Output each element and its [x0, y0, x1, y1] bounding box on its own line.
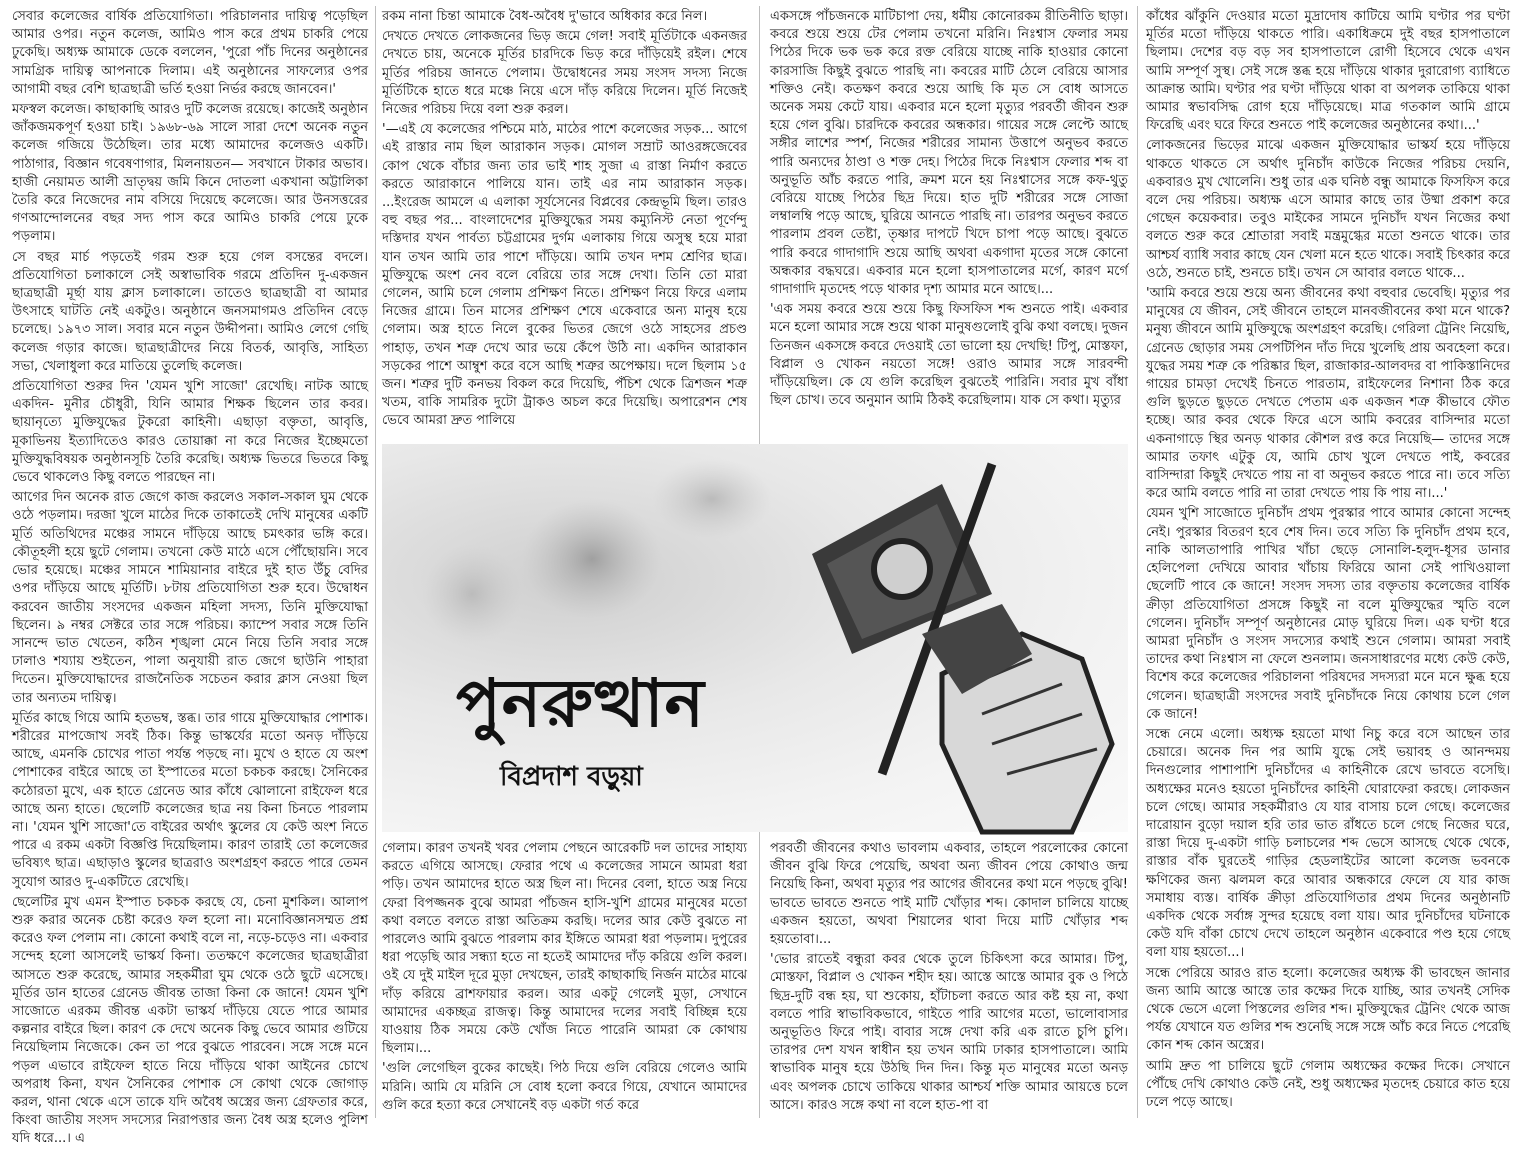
- paragraph: আমি দ্রুত পা চালিয়ে ছুটে গেলাম অধ্যক্ষের কক্ষের দিকে। সেখানে পৌঁছে দেখি কোথাও কেউ নেই, শুধু অধ্যক্ষের মৃতদেহ চেয়ারে কাত হয়ে ঢলে পড়ে আছে।: [1146, 1058, 1510, 1110]
- paragraph: পরবর্তী জীবনের কথাও ভাবলাম একবার, তাহলে পরলোকের কোনো জীবন বুঝি ফিরে পেয়েছি, অথবা অন্য জীবন পেয়ে কোথাও জন্ম নিয়েছি কিনা, অথবা মৃত্যুর পর আগের জীবনের কথা মনে পড়ছে বুঝি! ভাবতে ভাবতে শুনতে পাই মাটি খোঁড়ার শব্দ। কোদাল চালিয়ে যাচ্ছে একজন হয়তো, অথবা শিয়ালের থাবা দিয়ে মাটি খোঁড়ার শব্দ হয়তোবা।...: [770, 841, 1128, 948]
- text-column-2-bottom: [382, 840, 747, 1116]
- paragraph: লোকজনের ভিড়ের মাঝে একজন মুক্তিযোদ্ধার ভাস্কর্য হয়ে দাঁড়িয়ে থাকতে থাকতে সে অর্থাৎ দুনিচাঁদ কাউকে নিজের পরিচয় দেয়নি, একবারও মুখ খোলেনি। শুধু তার এক ঘনিষ্ঠ বন্ধু আমাকে ফিসফিস করে বলে দেয় পরিচয়। অধ্যক্ষ এসে আমার কাছে তার উষ্মা প্রকাশ করে গেছেন কয়েকবার। তবুও মাইকের সামনে দুনিচাঁদ যখন নিজের কথা বলতে শুরু করে শ্রোতারা সবাই মন্ত্রমুগ্ধের মতো শুনতে থাকে। তার আশ্চর্য ব্যাধি সবার কাছে যেন খেলা মনে হতে থাকে। সবাই চিৎকার করে ওঠে, শুনতে চাই, শুনতে চাই। তখন সে আবার বলতে থাকে...: [1146, 138, 1510, 281]
- paragraph: মফস্বল কলেজ। কাছাকাছি আরও দুটি কলেজ রয়েছে। কাজেই অনুষ্ঠান জাঁকজমকপূর্ণ হওয়া চাই। ১৯৬৮-৬৯ সালে সারা দেশে অনেক নতুন কলেজ গজিয়ে উঠেছিল। তার মধ্যে আমাদের কলেজও একটি। পাঠাগার, বিজ্ঞান গবেষণাগার, মিলনায়তন— সবখানে টাকার অভাব। হাজী নেয়ামত আলী ভ্রাতৃদ্বয় জমি কিনে দোতলা একখানা অট্টালিকা তৈরি করে নিজেদের নাম বসিয়ে দিয়েছে কলেজে। আর উনসত্তরের গণআন্দোলনের বছর সদ্য পাস করে আমিও চাকরি পেয়ে ঢুকে পড়লাম।: [12, 102, 368, 245]
- paragraph: কাঁধের ঝাঁকুনি দেওয়ার মতো মুদ্রাদোষ কাটিয়ে আমি ঘণ্টার পর ঘণ্টা মূর্তির মতো দাঁড়িয়ে থাকতে পারি। একাধিক্রমে দুই বছর হাসপাতালে ছিলাম। দেশের বড় বড় সব হাসপাতালে রোগী হিসেবে থেকে এখন আমি সম্পূর্ণ সুস্থ। সেই সঙ্গে স্তব্ধ হয়ে দাঁড়িয়ে থাকার দুরারোগ্য ব্যাধিতে আক্রান্ত আমি। ঘণ্টার পর ঘণ্টা দাঁড়িয়ে থাকা বা অপলক তাকিয়ে থাকা আমার স্বভাবসিদ্ধ রোগ হয়ে দাঁড়িয়েছে। মাত্র গতকাল আমি গ্রামে ফিরেছি এবং ঘরে ফিরে শুনতে পাই কলেজের অনুষ্ঠানের কথা।...': [1146, 9, 1510, 134]
- ink-stain: [652, 459, 772, 539]
- paragraph: রকম নানা চিন্তা আমাকে বৈধ-অবৈধ দু'ভাবে অধিকার করে নিল।: [382, 9, 708, 24]
- column-divider: [375, 6, 376, 1118]
- text-column-3-top: [770, 8, 1128, 440]
- flag-circle: [874, 541, 930, 597]
- paragraph: ছেলেটির মুখ এমন ইস্পাত চকচক করছে যে, চেনা মুশকিল। আলাপ শুরু করার অনেক চেষ্টা করেও ফল হলো না। মনোবিজ্ঞানসম্মত প্রশ্ন করেও ফল পেলাম না। কোনো কথাই বলে না, নড়ে-চড়েও না। একবার সন্দেহ হলো আসলেই ভাস্কর্য কিনা। ততক্ষণে কলেজের ছাত্রছাত্রীরা আসতে শুরু করেছে, আমার সহকর্মীরা ঘুম থেকে ওঠে ছুটে এসেছে। মূর্তির ডান হাতের গ্রেনেড জীবন্ত তাজা কিনা কে জানে! যেমন খুশি সাজোতে এরকম জীবন্ত একটা ভাস্কর্য দাঁড়িয়ে যেতে পারে আমার কল্পনার বাইরে ছিল। কারণ কে দেখে অনেক কিছু ভেবে আমার গুটিয়ে নিয়েছিলাম নিজেকে। কেন তা পরে বুঝতে পারবেন। সঙ্গে সঙ্গে মনে পড়ল এভাবে রাইফেল হাতে নিয়ে দাঁড়িয়ে থাকা আইনের চোখে অপরাধ কিনা, যখন সৈনিকের পোশাক সে কোথা থেকে জোগাড় করল, থানা থেকে এসে তাকে যদি অবৈধ অস্ত্রের জন্য গ্রেফতার করে, কিংবা জাতীয় সংসদ সদস্যের নিরাপত্তার জন্য বৈধ অস্ত্র হলেও পুলিশ যদি ধরে...। এ: [12, 894, 368, 1147]
- text-column-3-bottom: [770, 840, 1128, 1116]
- paragraph: দেখতে দেখতে লোকজনের ভিড় জমে গেল! সবাই মূর্তিটাকে একনজর দেখতে চায়, অনেকে মূর্তির চারদিকে ভিড় করে দাঁড়িয়েই রইল। শেষে মূর্তির পরিচয় জানতে পেলাম। উদ্বোধনের সময় সংসদ সদস্য নিজে মূর্তিটিকে হাতে ধরে মঞ্চে নিয়ে এসে দাঁড় করিয়ে দিলেন। মূর্তি নিজেই নিজের পরিচয় দিয়ে বলা শুরু করল।: [382, 29, 747, 118]
- paragraph: প্রতিযোগিতা শুরুর দিন 'যেমন খুশি সাজো' রেখেছি। নাটক আছে একদিন- মুনীর চৌধুরী, যিনি আমার শিক্ষক ছিলেন তার কবর। ছায়ানৃত্যে মুক্তিযুদ্ধের টুকরো কাহিনী। এছাড়া বক্তৃতা, আবৃত্তি, মূকাভিনয় ইত্যাদিতেও কারও তোয়াক্কা না করে নিজের ইচ্ছেমতো মুক্তিযুদ্ধবিষয়ক অনুষ্ঠানসূচি তৈরি করেছি। অধ্যক্ষ ভিতরে ভিতরে কিছু ভেবে থাকলেও কিছু বলতে পারছেন না।: [12, 379, 368, 486]
- paragraph: একসঙ্গে পাঁচজনকে মাটিচাপা দেয়, ধর্মীয় কোনোরকম রীতিনীতি ছাড়া। কবরে শুয়ে শুয়ে টের পেলাম তখনো মরিনি। নিঃশ্বাস ফেলার সময় পিঠের দিকে ভক ভক করে রক্ত বেরিয়ে যাচ্ছে নাকি হাওয়ার কোনো কারসাজি কিছুই বুঝতে পারছি না। কবরের মাটি ঠেলে বেরিয়ে আসার শক্তিও নেই। কতক্ষণ কবরে শুয়ে আছি কি মৃত সে বোধ আসতে অনেক সময় কেটে যায়। একবার মনে হলো মৃত্যুর পরবর্তী জীবন শুরু হয়ে গেল বুঝি। চারদিকে কবরের অন্ধকার। গায়ের সঙ্গে লেপ্টে আছে সঙ্গীর লাশের স্পর্শ, নিজের শরীরের সামান্য উত্তাপে অনুভব করতে পারি অন্যদের ঠাণ্ডা ও শক্ত দেহ। পিঠের দিকে নিঃশ্বাস ফেলার শব্দ বা অনুভূতি আঁচ করতে পারি, ক্রমশ মনে হয় নিঃশ্বাসের সঙ্গে কফ-থুতু বেরিয়ে যাচ্ছে পিঠের ছিদ্র দিয়ে। হাত দুটি শরীরের সঙ্গে সোজা লম্বালম্বি পড়ে আছে, ঘুরিয়ে আনতে পারছি না। তারপর অনুভব করতে পারলাম প্রবল তেষ্টা, তৃষ্ণার দাপটে খিদে চাপা পড়ে আছে। বুঝতে পারি কবরে গাদাগাদি শুয়ে আছি অথবা একগাদা মৃতের সঙ্গে কোনো অন্ধকার বদ্ধঘরে। একবার মনে হলো হাসপাতালের মর্গে, কারণ মর্গে গাদাগাদি মৃতদেহ পড়ে থাকার দৃশ্য আমার মনে আছে।...: [770, 9, 1128, 298]
- paragraph: 'এক সময় কবরে শুয়ে শুয়ে কিছু ফিসফিস শব্দ শুনতে পাই। একবার মনে হলো আমার সঙ্গে শুয়ে থাকা মানুষগুলোই বুঝি কথা বলছে। দুজন তিনজন একসঙ্গে কবরে দেওয়াই তো ভালো হয় দেখছি! টিপু, মোস্তফা, বিপ্লাল ও খোকন নয়তো সঙ্গে! ওরাও আমার সঙ্গে সারবন্দী দাঁড়িয়েছিল। কে যে গুলি করেছিল বুঝতেই পারিনি। সবার মুখ বাঁধা ছিল চোখ। তবে অনুমান আমি ঠিকই করেছিলাম। যাক সে কথা। মৃত্যুর: [770, 302, 1128, 409]
- paragraph: গেলাম। কারণ তখনই খবর পেলাম পেছনে আরেকটি দল তাদের সাহায্য করতে এগিয়ে আসছে। ফেরার পথে এ কলেজের সামনে আমরা ধরা পড়ি। তখন আমাদের হাতে অস্ত্র ছিল না। দিনের বেলা, হাতে অস্ত্র নিয়ে ফেরা বিপজ্জনক বুঝে আমরা পাঁচজন হাসি-খুশি গ্রামের মানুষের মতো কথা বলতে বলতে রাস্তা অতিক্রম করছি। দলের আর কেউ বুঝতে না পারলেও আমি বুঝতে পারলাম কার ইঙ্গিতে আমরা ধরা পড়লাম। দুপুরের ধরা পড়েছি আর সন্ধ্যা হতে না হতেই আমাদের দাঁড় করিয়ে গুলি করল। ওই যে দুই মাইল দূরে মুড়া দেখছেন, তারই কাছাকাছি নির্জন মাঠের মাঝে দাঁড় করিয়ে ব্রাশফায়ার করল। আর একটু গেলেই মুড়া, সেখানে আমাদের একচ্ছত্র রাজত্ব। কিন্তু আমাদের দলের সবাই বিচ্ছিন্ন হয়ে যাওয়ায় ঠিক সময়ে কেউ খোঁজ নিতে পারেনি আমরা কে কোথায় ছিলাম।...: [382, 841, 747, 1057]
- story-illustration: [382, 444, 1128, 832]
- illustration-art: [382, 444, 1128, 832]
- text-column-4: [1146, 8, 1510, 1116]
- paragraph: সেবার কলেজের বার্ষিক প্রতিযোগিতা। পরিচালনার দায়িত্ব পড়েছিল আমার ওপর। নতুন কলেজ, আমিও পাস করে প্রথম চাকরি পেয়ে ঢুকেছি। অধ্যক্ষ আমাকে ডেকে বললেন, 'পুরো পাঁচ দিনের অনুষ্ঠানের সামগ্রিক দায়িত্ব আপনাকে দিলাম। এই অনুষ্ঠানের সাফল্যের ওপর আগামী বছর বেশি ছাত্রছাত্রী ভর্তি হওয়া নির্ভর করছে জানবেন।': [12, 9, 368, 97]
- ink-stain: [422, 544, 522, 644]
- paragraph: সে বছর মার্চ পড়তেই গরম শুরু হয়ে গেল বসন্তের বদলে। প্রতিযোগিতা চলাকালে সেই অস্বাভাবিক গরমে প্রতিদিন দু-একজন ছাত্রছাত্রী মূর্ছা যায় ক্লাস চলাকালে। তাতেও ছাত্রছাত্রী বা আমার উৎসাহে ঘাটতি নেই একটুও। অনুষ্ঠানে জনসমাগমও প্রতিদিন বেড়ে চলেছে। ১৯৭৩ সাল। সবার মনে নতুন উদ্দীপনা। আমিও লেগে গেছি কলেজ গড়ার কাজে। ছাত্রছাত্রীদের নিয়ে বিতর্ক, আবৃত্তি, সাহিত্য সভা, খেলাধুলা করে মাতিয়ে তুলেছি কলেজ।: [12, 249, 368, 374]
- paragraph: সন্ধে নেমে এলো। অধ্যক্ষ হয়তো মাথা নিচু করে বসে আছেন তার চেয়ারে। অনেক দিন পর আমি যুদ্ধে সেই ভয়াবহ ও আনন্দময় দিনগুলোর পাশাপাশি দুনিচাঁদের এ কাহিনীকে রেখে ভাবতে বসেছি। অধ্যক্ষের মনেও হয়তো দুনিচাঁদের কাহিনী ঘোরাফেরা করছে। লোকজন চলে গেছে। আমার সহকর্মীরাও যে যার বাসায় চলে গেছে। কলেজের দারোয়ান বুড়ো দয়াল হরি তার ভাত রাঁধতে চলে গেছে নিজের ঘরে, রাস্তা দিয়ে দু-একটা গাড়ি চলাচলের শব্দ ভেসে আসছে থেকে থেকে, রাস্তার বাঁক ঘুরতেই গাড়ির হেডলাইটের আলো কলেজ ভবনকে ক্ষণিকের জন্য ঝলমল করে আবার অন্ধকারে ফেলে যে যার কাজ সমাধায় ব্যস্ত। বার্ষিক ক্রীড়া প্রতিযোগিতার প্রথম দিনের অনুষ্ঠানটি একদিক থেকে সর্বাঙ্গ সুন্দর হয়েছে বলা যায়। আর দুনিচাঁদের ঘটনাকে কেউ যদি বাঁকা চোখে দেখে তাহলে অনুষ্ঠান একেবারে পণ্ড হয়ে গেছে বলা যায় হয়তো...।: [1146, 726, 1510, 961]
- ink-stain: [522, 499, 662, 619]
- paragraph: 'ভোর রাতেই বন্ধুরা কবর থেকে তুলে চিকিৎসা করে আমার। টিপু, মোস্তফা, বিপ্লাল ও খোকন শহীদ হয়। আস্তে আস্তে আমার বুক ও পিঠে ছিদ্র-দুটি বন্ধ হয়, ঘা শুকোয়, হাঁটাচলা করতে আর কষ্ট হয় না, কথা বলতে পারি স্বাভাবিকভাবে, গাইতে পারি আগের মতো, ভালোবাসার অনুভূতিও ফিরে পাই। বাবার সঙ্গে দেখা করি এক রাতে চুপি চুপি। তারপর দেশ যখন স্বাধীন হয় তখন আমি ঢাকার হাসপাতালে। আমি স্বাভাবিক মানুষ হয়ে উঠছি দিন দিন। কিন্তু মৃত মানুষের মতো অনড় এবং অপলক চোখে তাকিয়ে থাকার আশ্চর্য শক্তি আমার আয়ত্তে চলে আসে। কারও সঙ্গে কথা না বলে হাত-পা বা: [770, 952, 1128, 1113]
- paragraph: '—এই যে কলেজের পশ্চিমে মাঠ, মাঠের পাশে কলেজের সড়ক... আগে এই রাস্তার নাম ছিল আরাকান সড়ক। মোগল সম্রাট আওরঙ্গজেবের কোপ থেকে বাঁচার জন্য তার ভাই শাহ সুজা এ রাস্তা নির্মাণ করতে করতে আরাকানে পালিয়ে যান। তাই এর নাম আরাকান সড়ক। ...ইংরেজ আমলে এ এলাকা সূর্যসেনের বিপ্লবের কেন্দ্রভূমি ছিল। তারও বহু বছর পর... বাংলাদেশের মুক্তিযুদ্ধের সময় কম্যুনিস্ট নেতা পূর্ণেন্দু দস্তিদার যখন পার্বত্য চট্টগ্রামের দুর্গম এলাকায় গিয়ে অসুস্থ হয়ে মারা যান তখন আমি তার পাশে দাঁড়িয়ে। আমি তখন দশম শ্রেণির ছাত্র। মুক্তিযুদ্ধে অংশ নেব বলে বেরিয়ে তার সঙ্গে দেখা। তিনি তো মারা গেলেন, আমি চলে গেলাম প্রশিক্ষণ নিতে। প্রশিক্ষণ নিয়ে ফিরে এলাম নিজের গ্রামে। তিন মাসের প্রশিক্ষণ শেষে একেবারে অন্য মানুষ হয়ে গেলাম। অস্ত্র হাতে নিলে বুকের ভিতর জেগে ওঠে সাহসের প্রচণ্ড পাহাড়, তখন শত্রু দেখে আর ভয়ে কেঁপে উঠি না। একদিন আরাকান সড়কের পাশে আম্বুশ করে বসে আছি শত্রুর অপেক্ষায়। দলে ছিলাম ১৫ জন। শত্রুর দুটি কনভয় বিকল করে দিয়েছি, পঁচিশ থেকে ত্রিশজন শত্রু খতম, বাকি সামরিক দুটো ট্রাকও অচল করে দিয়েছি। অপারেশন শেষ ভেবে আমরা দ্রুত পালিয়ে: [382, 122, 747, 429]
- text-column-2-top: [382, 8, 747, 440]
- paragraph: যেমন খুশি সাজোতে দুনিচাঁদ প্রথম পুরস্কার পাবে আমার কোনো সন্দেহ নেই। পুরস্কার বিতরণ হবে শেষ দিন। তবে সত্যি কি দুনিচাঁদ প্রথম হবে, নাকি আলতাপারি পাখির খাঁচা ছেড়ে সোনালি-হলুদ-ধূসর ডানার হেলিপেলা দেখিয়ে আবার খাঁচায় ফিরিয়ে আনা সেই পাখিওয়ালা ছেলেটি পাবে কে জানে! সংসদ সদস্য তার বক্তৃতায় কলেজের বার্ষিক ক্রীড়া প্রতিযোগিতা প্রসঙ্গে কিছুই না বলে মুক্তিযুদ্ধের স্মৃতি বলে গেলেন। দুনিচাঁদ সম্পূর্ণ অনুষ্ঠানের মোড় ঘুরিয়ে দিল। এক ঘণ্টা ধরে আমরা দুনিচাঁদ ও সংসদ সদস্যের কথাই শুনে গেলাম। আমরা সবাই তাদের কথা নিঃশ্বাস না ফেলে শুনলাম। জনসাধারণের মধ্যে কেউ কেউ, বিশেষ করে কলেজের পরিচালনা পরিষদের সদস্যরা মনে মনে ক্ষুব্ধ হয়ে গেলেন। ছাত্রছাত্রী সংসদের সবাই দুনিচাঁদকে নিয়ে কোথায় চলে গেল কে জানে!: [1146, 506, 1510, 722]
- story-author: বিপ্রদাশ বড়ুয়া: [500, 762, 643, 792]
- text-column-1: [12, 8, 368, 1147]
- paragraph: 'আমি কবরে শুয়ে শুয়ে অন্য জীবনের কথা বহুবার ভেবেছি। মৃত্যুর পর মানুষের যে জীবন, সেই জীবনে তাহলে মানবজীবনের কথা মনে থাকে? মনুষ্য জীবনে আমি মুক্তিযুদ্ধে অংশগ্রহণ করেছি। গেরিলা ট্রেনিং নিয়েছি, গ্রেনেড ছোড়ার সময় সেপটিপিন দাঁত দিয়ে খুলেছি প্রায় অবহেলা করে। যুদ্ধের সময় শত্রু কে পরিষ্কার ছিল, রাজাকার-আলবদর বা পাকিস্তানিদের গায়ের চামড়া দেখেই চিনতে পারতাম, রাইফেলের নিশানা ঠিক করে গুলি ছুড়তে ছুড়তে দেখতে পেতাম এক একজন শত্রু কীভাবে ফৌত হচ্ছে। আর কবর থেকে ফিরে এসে আমি কবরের বাসিন্দার মতো একনাগাড়ে স্থির অনড় থাকার কৌশল রপ্ত করে নিয়েছি— তাদের সঙ্গে আমার তফাৎ এটুকু যে, আমি চোখ খুলে দেখতে পাই, কবরের বাসিন্দারা কিছুই দেখতে পায় না বা অনুভব করতে পারে না। তবে সত্যি করে আমি বলতে পারি না তারা দেখতে পায় কি পায় না।...': [1146, 286, 1510, 502]
- story-title: পুনরুত্থান: [456, 664, 705, 742]
- paragraph: মূর্তির কাছে গিয়ে আমি হতভম্ব, স্তব্ধ। তার গায়ে মুক্তিযোদ্ধার পোশাক। শরীরের মাপজোখ সবই ঠিক। কিন্তু ভাস্কর্যের মতো অনড় দাঁড়িয়ে আছে, এমনকি চোখের পাতা পর্যন্ত পড়ছে না। মুখে ও হাতে যে অংশ পোশাকের বাইরে আছে তা ইস্পাতের মতো চকচক করছে। সৈনিকের কঠোরতা মুখে, এক হাতে গ্রেনেড আর কাঁধে ঝোলানো রাইফেল ধরে আছে অন্য হাতে। ছেলেটি কলেজের ছাত্র নয় কিনা চিনতে পারলাম না। 'যেমন খুশি সাজো'তে বাইরের অর্থাৎ স্কুলের যে কেউ অংশ নিতে পারে এ রকম একটা বিজ্ঞপ্তি দিয়েছিলাম। কারণ তারাই তো কলেজের ভবিষ্যৎ ছাত্র। এছাড়াও স্কুলের ছাত্ররাও অংশগ্রহণ করতে পারে তেমন সুযোগ আরও দু-একটিতে রেখেছি।: [12, 710, 368, 890]
- column-divider: [1137, 6, 1138, 1118]
- paragraph: 'গুলি লেগেছিল বুকের কাছেই। পিঠ দিয়ে গুলি বেরিয়ে গেলেও আমি মরিনি। আমি যে মরিনি সে বোধ হলো কবরে গিয়ে, যেখানে আমাদের গুলি করে হত্যা করে সেখানেই বড় একটা গর্ত করে: [382, 1061, 747, 1113]
- paragraph: সন্ধে পেরিয়ে আরও রাত হলো। কলেজের অধ্যক্ষ কী ভাবছেন জানার জন্য আমি আস্তে আস্তে তার কক্ষের দিকে যাচ্ছি, আর তখনই সেদিক থেকে ভেসে এলো পিস্তলের গুলির শব্দ। মুক্তিযুদ্ধের ট্রেনিং থেকে আজ পর্যন্ত যেখানে যত গুলির শব্দ শুনেছি সঙ্গে সঙ্গে আঁচ করে নিতে পেরেছি কোন শব্দ কোন অস্ত্রের।: [1146, 965, 1510, 1054]
- paragraph: আগের দিন অনেক রাত জেগে কাজ করলেও সকাল-সকাল ঘুম থেকে ওঠে পড়লাম। দরজা খুলে মাঠের দিকে তাকাতেই দেখি মানুষের একটি মূর্তি অতিথিদের মঞ্চের সামনে দাঁড়িয়ে আছে চমৎকার ভঙ্গি করে। কৌতূহলী হয়ে ছুটে গেলাম। তখনো কেউ মাঠে এসে পৌঁছোয়নি। সবে ভোর হয়েছে। মঞ্চের সামনে শামিয়ানার বাইরে দুই হাত উঁচু বেদির ওপর দাঁড়িয়ে আছে মূর্তিটি। ৮টায় প্রতিযোগিতা শুরু হবে। উদ্বোধন করবেন জাতীয় সংসদের একজন মহিলা সদস্য, তিনি মুক্তিযোদ্ধা ছিলেন। ৯ নম্বর সেক্টরে তার সঙ্গে পরিচয়। ক্যাম্পে সবার সঙ্গে তিনি সানন্দে ভাত খেতেন, কঠিন শৃঙ্খলা মেনে নিয়ে তিনি সবার সঙ্গে ঢালাও শয্যায় শুইতেন, পালা অনুযায়ী রাত জেগে ছাউনি পাহারা দিতেন। মুক্তিযোদ্ধাদের রাজনৈতিক সচেতন করার ক্লাস নেওয়া ছিল তার অন্যতম দায়িত্ব।: [12, 490, 368, 706]
